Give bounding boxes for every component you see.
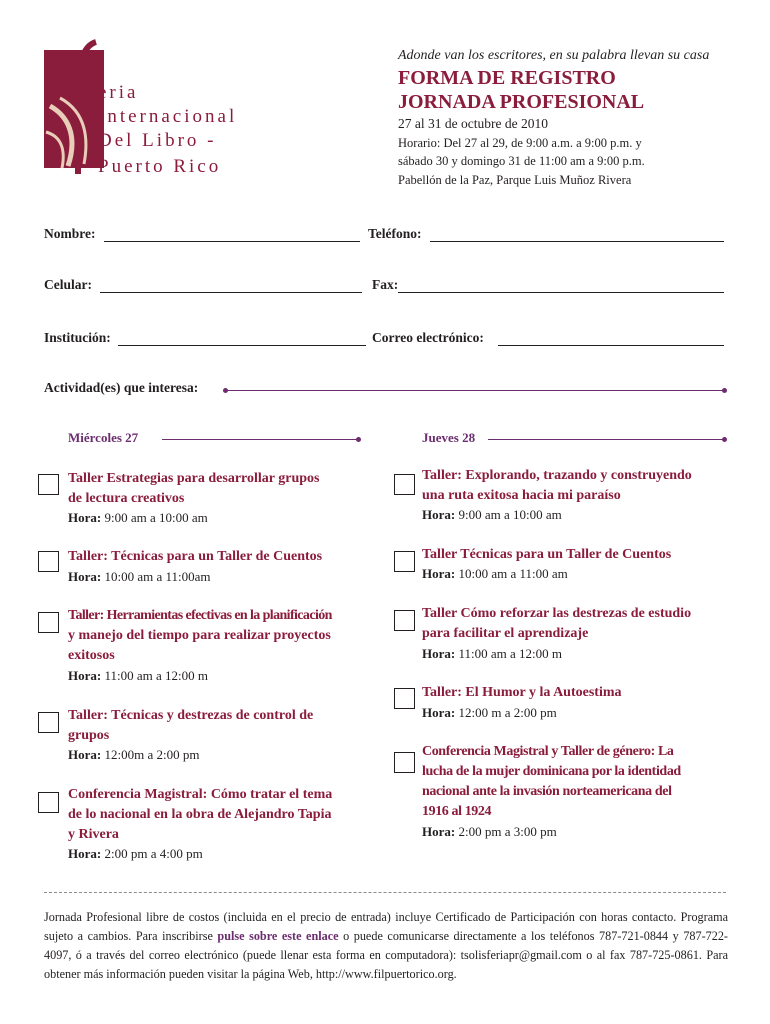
title-line: Taller: Técnicas y destrezas de control de (68, 708, 314, 723)
time-label: Hora: (422, 507, 456, 522)
wed-workshop-2-title: Taller: Técnicas para un Taller de Cuentos (68, 549, 323, 564)
celular-field[interactable] (100, 292, 362, 293)
form-title (398, 66, 644, 114)
wed-workshop-5-checkbox[interactable] (38, 792, 59, 813)
wed-workshop-5-title (68, 785, 332, 845)
telefono-label: Teléfono: (368, 226, 422, 241)
institucion-field[interactable] (118, 345, 366, 346)
wed-workshop-5-time (68, 845, 203, 863)
title-line: Conferencia Magistral y Taller de género: La (422, 744, 674, 759)
title-line: una ruta exitosa hacia mi paraíso (422, 488, 621, 503)
wednesday-divider (162, 439, 358, 440)
time-value: 12:00 m a 2:00 pm (458, 705, 557, 720)
footer-text-1: Jornada Profesional libre de costos (incluida en el precio de entrada) incluye Certificado de Participación con horas contacto. Programa sujeto a cambios. Para inscribirse (44, 910, 728, 943)
title-line: 1916 al 1924 (422, 804, 492, 819)
title-line: lucha de la mujer dominicana por la identidad (422, 764, 681, 779)
title-line: grupos (68, 728, 110, 743)
tagline: Adonde van los escritores, en su palabra llevan su casa (398, 48, 710, 63)
event-info (398, 115, 645, 189)
title-line: Taller: Explorando, trazando y construyendo (422, 468, 692, 483)
wednesday-heading: Miércoles 27 (68, 430, 139, 445)
wed-workshop-2-checkbox[interactable] (38, 551, 59, 572)
title-line: para facilitar el aprendizaje (422, 626, 589, 641)
fax-field[interactable] (398, 292, 724, 293)
register-link[interactable]: pulse sobre este enlace (217, 929, 339, 943)
wed-workshop-4-title (68, 706, 313, 746)
wed-workshop-1-title (68, 469, 319, 509)
time-label: Hora: (68, 668, 102, 683)
event-dates: 27 al 31 de octubre de 2010 (398, 116, 548, 131)
title-line: y Rivera (68, 827, 119, 842)
time-value: 11:00 am a 12:00 m (458, 646, 562, 661)
wed-workshop-1-time (68, 509, 208, 527)
correo-label: Correo electrónico: (372, 330, 484, 345)
wed-workshop-1-checkbox[interactable] (38, 474, 59, 495)
wed-workshop-4-checkbox[interactable] (38, 712, 59, 733)
wed-workshop-3-checkbox[interactable] (38, 612, 59, 633)
time-value: 10:00 am a 11:00am (104, 569, 211, 584)
logo-line-1: eria (98, 82, 139, 103)
thu-workshop-4-time (422, 704, 557, 722)
logo-line-2: Internacional (98, 106, 238, 127)
fax-label: Fax: (372, 277, 399, 292)
title-line: Conferencia Magistral: Cómo tratar el tema (68, 787, 333, 802)
thu-workshop-3-checkbox[interactable] (394, 610, 415, 631)
title-line: exitosos (68, 648, 115, 663)
title-line: nacional ante la invasión norteamericana del (422, 784, 672, 799)
thu-workshop-4-title: Taller: El Humor y la Autoestima (422, 685, 622, 700)
celular-label: Celular: (44, 277, 92, 292)
wed-workshop-2-time (68, 568, 211, 586)
time-value: 10:00 am a 11:00 am (458, 566, 568, 581)
time-value: 9:00 am a 10:00 am (104, 510, 208, 525)
title-line: de lo nacional en la obra de Alejandro Tapia (68, 807, 332, 822)
wed-workshop-3-title (68, 606, 332, 666)
institucion-label: Institución: (44, 330, 111, 345)
correo-field[interactable] (498, 345, 724, 346)
thu-workshop-1-time (422, 506, 562, 524)
time-value: 9:00 am a 10:00 am (458, 507, 562, 522)
thu-workshop-5-checkbox[interactable] (394, 752, 415, 773)
schedule-line-1: Horario: Del 27 al 29, de 9:00 a.m. a 9:00 p.m. y (398, 135, 642, 150)
time-label: Hora: (68, 846, 102, 861)
thu-workshop-4-checkbox[interactable] (394, 688, 415, 709)
time-label: Hora: (422, 646, 456, 661)
title-line: de lectura creativos (68, 491, 185, 506)
thursday-divider (488, 439, 724, 440)
title-line: Taller Cómo reforzar las destrezas de estudio (422, 606, 692, 621)
thu-workshop-5-time (422, 823, 557, 841)
time-value: 2:00 pm a 4:00 pm (104, 846, 203, 861)
wed-workshop-4-time (68, 746, 199, 764)
venue: Pabellón de la Paz, Parque Luis Muñoz Rivera (398, 172, 632, 187)
title-line: Taller: Herramientas efectivas en la planificación (68, 608, 332, 623)
footer-note (44, 908, 728, 984)
time-label: Hora: (68, 510, 102, 525)
thu-workshop-1-title (422, 466, 692, 506)
time-label: Hora: (422, 566, 456, 581)
title-line: Taller Estrategias para desarrollar grupos (68, 471, 320, 486)
logo-line-4: Puerto Rico (98, 156, 222, 177)
thu-workshop-2-time (422, 565, 568, 583)
title-line-2: JORNADA PROFESIONAL (398, 91, 645, 113)
nombre-field[interactable] (104, 241, 360, 242)
telefono-field[interactable] (430, 241, 724, 242)
actividades-divider (226, 390, 724, 391)
time-value: 12:00m a 2:00 pm (104, 747, 200, 762)
thu-workshop-3-title (422, 604, 691, 644)
title-line-1: FORMA DE REGISTRO (398, 67, 616, 89)
time-value: 2:00 pm a 3:00 pm (458, 824, 557, 839)
time-label: Hora: (422, 705, 456, 720)
thursday-heading: Jueves 28 (422, 430, 476, 445)
wed-workshop-3-time (68, 667, 208, 685)
thu-workshop-3-time (422, 645, 562, 663)
thu-workshop-5-title (422, 742, 681, 822)
logo-line-3: Del Libro - (98, 130, 217, 151)
title-line: y manejo del tiempo para realizar proyectos (68, 628, 331, 643)
time-value: 11:00 am a 12:00 m (104, 668, 208, 683)
schedule-line-2: sábado 30 y domingo 31 de 11:00 am a 9:00 p.m. (398, 154, 645, 168)
time-label: Hora: (68, 569, 102, 584)
actividades-label: Actividad(es) que interesa: (44, 380, 199, 395)
time-label: Hora: (422, 824, 456, 839)
nombre-label: Nombre: (44, 226, 96, 241)
footer-separator (44, 892, 726, 893)
thu-workshop-1-checkbox[interactable] (394, 474, 415, 495)
footer-text-2: o puede comunicarse directamente a los teléfonos 787-721-0844 y 787-722-4097, ó a través del correo electrónico (puede llenar esta forma en computadora): tsolisferiapr@gmail.com o al fax 787-725-0861. Para obtener más información pueden visitar la página Web, http://www.filpuertorico.org. (44, 929, 728, 981)
thu-workshop-2-title: Taller Técnicas para un Taller de Cuentos (422, 547, 672, 562)
thu-workshop-2-checkbox[interactable] (394, 551, 415, 572)
time-label: Hora: (68, 747, 102, 762)
